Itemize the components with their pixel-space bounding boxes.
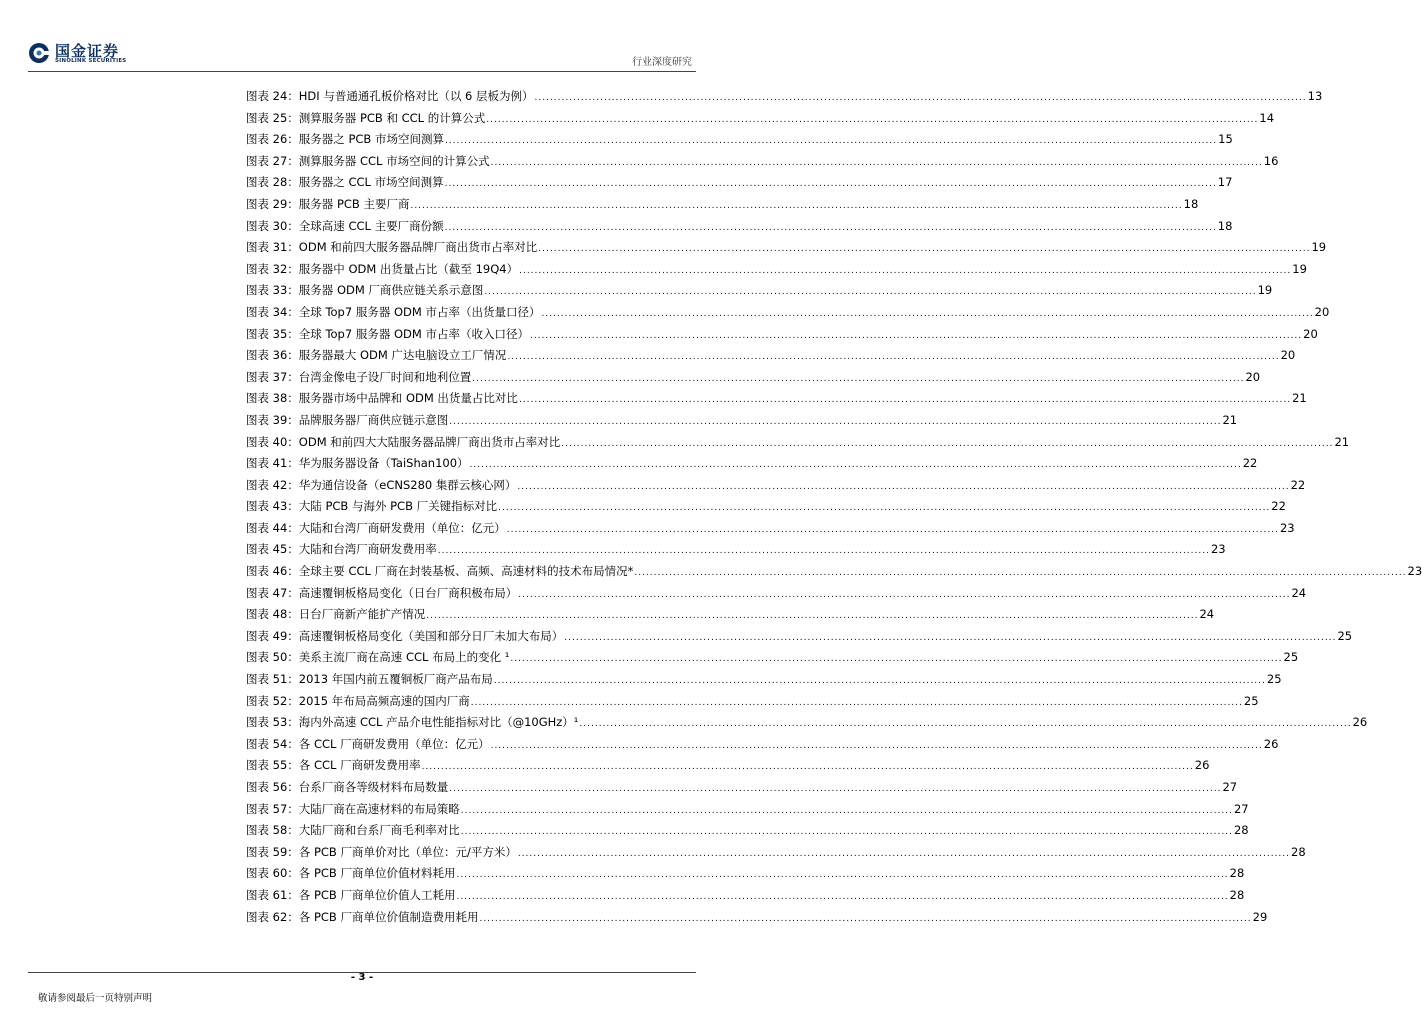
toc-entry-page: 26: [1263, 736, 1279, 751]
toc-entry-title: 图表 55：各 CCL 厂商研发费用率: [246, 758, 421, 773]
toc-entry-page: 23: [1279, 520, 1295, 535]
toc-entry-title: 图表 34：全球 Top7 服务器 ODM 市占率（出货量口径）: [246, 304, 541, 319]
toc-entry-title: 图表 48：日台厂商新产能扩产情况: [246, 607, 426, 622]
toc-entry[interactable]: [246, 647, 1299, 669]
toc-entry-page: 15: [1218, 132, 1233, 147]
toc-leader-dots: ........................................................................................................................................................................................................: [437, 546, 1210, 557]
toc-entry[interactable]: [246, 496, 1286, 518]
toc-leader-dots: ........................................................................................................................................................................................................: [456, 891, 1229, 902]
toc-entry[interactable]: [246, 539, 1226, 561]
toc-entry-title: 图表 24：HDI 与普通通孔板价格对比（以 6 层板为例）: [246, 89, 534, 103]
toc-leader-dots: ........................................................................................................................................................................................................: [493, 676, 1266, 687]
header-divider: [28, 71, 696, 72]
toc-entry[interactable]: [246, 583, 1307, 605]
toc-entry-page: 28: [1229, 887, 1245, 902]
toc-entry-title: 图表 28：服务器之 CCL 市场空间测算: [246, 175, 444, 190]
toc-entry-title: 图表 29：服务器 PCB 主要厂商: [246, 196, 410, 211]
footer-disclaimer: 敬请参阅最后一页特别声明: [38, 993, 153, 1004]
logo-chinese-name: 国金证券: [55, 42, 120, 60]
toc-leader-dots: ........................................................................................................................................................................................................: [490, 740, 1263, 751]
toc-leader-dots: ........................................................................................................................................................................................................: [472, 373, 1245, 384]
toc-entry[interactable]: [246, 691, 1259, 713]
toc-entry-title: 图表 25：测算服务器 PCB 和 CCL 的计算公式: [246, 110, 486, 125]
toc-entry-page: 25: [1266, 672, 1282, 687]
toc-leader-dots: ........................................................................................................................................................................................................: [498, 503, 1271, 514]
toc-entry[interactable]: [246, 734, 1279, 756]
toc-entry-title: 图表 41：华为服务器设备（TaiShan100）: [246, 456, 469, 471]
toc-entry-title: 图表 42：华为通信设备（eCNS280 集群云核心网）: [246, 477, 517, 492]
toc-entry-page: 19: [1292, 261, 1307, 276]
toc-entry-title: 图表 43：大陆 PCB 与海外 PCB 厂关键指标对比: [246, 499, 498, 514]
page-number: - 3 -: [350, 972, 374, 983]
toc-entry-page: 25: [1243, 693, 1259, 708]
toc-leader-dots: ........................................................................................................................................................................................................: [456, 870, 1229, 881]
toc-entry[interactable]: [246, 129, 1233, 151]
toc-leader-dots: ........................................................................................................................................................................................................: [469, 460, 1242, 471]
toc-entry[interactable]: [246, 410, 1238, 432]
toc-entry[interactable]: [246, 885, 1245, 907]
toc-leader-dots: ........................................................................................................................................................................................................: [421, 762, 1194, 773]
toc-entry-page: 21: [1292, 391, 1307, 406]
toc-leader-dots: ........................................................................................................................................................................................................: [517, 481, 1290, 492]
toc-entry-page: 22: [1271, 499, 1286, 514]
toc-entry-title: 图表 39：品牌服务器厂商供应链示意图: [246, 412, 449, 427]
logo-english-name: SINOLINK SECURITIES: [55, 58, 127, 64]
toc-entry-page: 20: [1245, 369, 1261, 384]
toc-entry-page: 17: [1217, 175, 1233, 190]
toc-leader-dots: ........................................................................................................................................................................................................: [460, 805, 1233, 816]
toc-entry[interactable]: [246, 820, 1249, 842]
toc-entry-title: 图表 30：全球高速 CCL 主要厂商份额: [246, 218, 444, 233]
toc-entry-title: 图表 54：各 CCL 厂商研发费用（单位：亿元）: [246, 736, 490, 751]
toc-entry-title: 图表 59：各 PCB 厂商单价对比（单位：元/平方米）: [246, 844, 517, 859]
toc-leader-dots: ........................................................................................................................................................................................................: [564, 632, 1337, 643]
toc-leader-dots: ........................................................................................................................................................................................................: [507, 352, 1280, 363]
toc-leader-dots: ........................................................................................................................................................................................................: [518, 395, 1292, 406]
toc-entry-page: 18: [1217, 218, 1233, 233]
toc-entry-page: 26: [1194, 758, 1210, 773]
toc-entry[interactable]: [246, 345, 1296, 367]
toc-entry-title: 图表 62：各 PCB 厂商单位价值制造费用耗用: [246, 909, 479, 924]
toc-leader-dots: ........................................................................................................................................................................................................: [444, 136, 1218, 147]
toc-leader-dots: ........................................................................................................................................................................................................: [470, 697, 1243, 708]
toc-leader-dots: ........................................................................................................................................................................................................: [517, 848, 1290, 859]
toc-entry-title: 图表 50：美系主流厂商在高速 CCL 布局上的变化 ¹: [246, 650, 510, 665]
toc-entry-title: 图表 44：大陆和台湾厂商研发费用（单位：亿元）: [246, 520, 506, 535]
toc-leader-dots: ........................................................................................................................................................................................................: [510, 654, 1283, 665]
toc-entry[interactable]: [246, 604, 1215, 626]
toc-entry[interactable]: [246, 259, 1307, 281]
toc-entry[interactable]: [246, 280, 1273, 302]
toc-entry-title: 图表 51：2013 年国内前五覆铜板厂商产品布局: [246, 672, 493, 687]
toc-entry[interactable]: [246, 151, 1279, 173]
toc-entry[interactable]: [246, 388, 1307, 410]
toc-entry-title: 图表 46：全球主要 CCL 厂商在封装基板、高频、高速材料的技术布局情况*: [246, 564, 634, 579]
toc-leader-dots: ........................................................................................................................................................................................................: [634, 568, 1407, 579]
toc-entry[interactable]: [246, 777, 1238, 799]
toc-leader-dots: ........................................................................................................................................................................................................: [444, 222, 1217, 233]
toc-entry[interactable]: [246, 302, 1330, 324]
toc-entry-page: 26: [1352, 715, 1368, 730]
toc-leader-dots: ........................................................................................................................................................................................................: [449, 784, 1222, 794]
toc-entry-title: 图表 37：台湾金像电子设厂时间和地利位置: [246, 369, 472, 384]
toc-leader-dots: ........................................................................................................................................................................................................: [490, 157, 1263, 168]
toc-entry[interactable]: [246, 453, 1258, 475]
toc-entry-page: 20: [1303, 326, 1318, 341]
toc-entry-page: 28: [1291, 844, 1306, 859]
toc-entry-page: 13: [1307, 89, 1323, 103]
toc-leader-dots: ........................................................................................................................................................................................................: [538, 244, 1311, 255]
toc-entry-title: 图表 36：服务器最大 ODM 广达电脑设立工厂情况: [246, 348, 507, 363]
toc-entry-title: 图表 57：大陆厂商在高速材料的布局策略: [246, 801, 460, 816]
toc-entry-title: 图表 32：服务器中 ODM 出货量占比（截至 19Q4）: [246, 261, 519, 276]
toc-entry-title: 图表 53：海内外高速 CCL 产品介电性能指标对比（@10GHz）¹: [246, 715, 579, 730]
toc-entry[interactable]: [246, 907, 1268, 929]
toc-entry-page: 20: [1280, 348, 1296, 363]
toc-entry-page: 25: [1337, 628, 1353, 643]
toc-entry[interactable]: [246, 432, 1350, 454]
toc-leader-dots: ........................................................................................................................................................................................................: [506, 524, 1279, 535]
toc-entry-title: 图表 35：全球 Top7 服务器 ODM 市占率（收入口径）: [246, 326, 529, 341]
toc-entry-page: 29: [1252, 909, 1268, 924]
toc-entry[interactable]: [246, 669, 1282, 691]
toc-entry[interactable]: [246, 863, 1245, 885]
toc-entry[interactable]: [246, 216, 1233, 238]
toc-entry[interactable]: [246, 237, 1327, 259]
toc-entry[interactable]: [246, 172, 1233, 194]
toc-entry-page: 28: [1233, 823, 1249, 838]
toc-entry[interactable]: [246, 561, 1422, 583]
toc-entry-page: 16: [1263, 153, 1279, 168]
toc-entry-page: 19: [1311, 240, 1327, 255]
toc-leader-dots: ........................................................................................................................................................................................................: [561, 438, 1334, 449]
toc-entry[interactable]: [246, 108, 1275, 130]
toc-entry-title: 图表 49：高速覆铜板格局变化（美国和部分日厂未加大布局）: [246, 628, 564, 643]
toc-entry-page: 23: [1210, 542, 1226, 557]
toc-entry[interactable]: [246, 799, 1249, 821]
report-type-label: 行业深度研究: [632, 57, 692, 68]
toc-leader-dots: ........................................................................................................................................................................................................: [518, 589, 1291, 600]
toc-entry-page: 20: [1314, 304, 1330, 319]
toc-entry[interactable]: [246, 324, 1318, 346]
toc-entry-title: 图表 45：大陆和台湾厂商研发费用率: [246, 542, 437, 557]
toc-leader-dots: ........................................................................................................................................................................................................: [449, 416, 1222, 427]
toc-entry-title: 图表 33：服务器 ODM 厂商供应链关系示意图: [246, 283, 484, 298]
toc-entry-title: 图表 40：ODM 和前四大大陆服务器品牌厂商出货市占率对比: [246, 434, 561, 449]
toc-entry-page: 22: [1290, 477, 1306, 492]
toc-leader-dots: ........................................................................................................................................................................................................: [534, 93, 1307, 103]
toc-entry-page: 25: [1283, 650, 1299, 665]
toc-entry-page: 28: [1229, 866, 1245, 881]
toc-entry-page: 22: [1242, 456, 1258, 471]
toc-entry[interactable]: [246, 755, 1210, 777]
toc-entry-page: 24: [1291, 585, 1307, 600]
toc-entry[interactable]: [246, 475, 1306, 497]
toc-entry-title: 图表 26：服务器之 PCB 市场空间测算: [246, 132, 444, 147]
toc-entry-title: 图表 61：各 PCB 厂商单位价值人工耗用: [246, 887, 456, 902]
toc-entry-page: 27: [1222, 780, 1238, 794]
toc-entry-page: 24: [1199, 607, 1215, 622]
toc-leader-dots: ........................................................................................................................................................................................................: [479, 913, 1252, 924]
toc-leader-dots: ........................................................................................................................................................................................................: [541, 308, 1314, 319]
toc-entry-title: 图表 38：服务器市场中品牌和 ODM 出货量占比对比: [246, 391, 518, 406]
toc-entry-title: 图表 31：ODM 和前四大服务器品牌厂商出货市占率对比: [246, 240, 538, 255]
toc-leader-dots: ........................................................................................................................................................................................................: [529, 330, 1303, 341]
toc-entry-title: 图表 60：各 PCB 厂商单位价值材料耗用: [246, 866, 456, 881]
toc-leader-dots: ........................................................................................................................................................................................................: [460, 827, 1233, 838]
toc-leader-dots: ........................................................................................................................................................................................................: [410, 200, 1183, 211]
toc-entry-page: 23: [1407, 564, 1422, 579]
toc-leader-dots: ........................................................................................................................................................................................................: [579, 719, 1352, 730]
page-header: [0, 0, 724, 80]
toc-entry-title: 图表 58：大陆厂商和台系厂商毛利率对比: [246, 823, 460, 838]
toc-leader-dots: ........................................................................................................................................................................................................: [519, 265, 1292, 276]
toc-entry-page: 14: [1259, 110, 1275, 125]
toc-entry-page: 18: [1183, 196, 1199, 211]
sinolink-logo-icon: [28, 42, 50, 64]
toc-entry[interactable]: [246, 626, 1353, 648]
toc-entry-title: 图表 52：2015 年布局高频高速的国内厂商: [246, 693, 470, 708]
toc-entry-page: 21: [1222, 412, 1238, 427]
toc-leader-dots: ........................................................................................................................................................................................................: [484, 287, 1257, 298]
toc-entry-page: 21: [1334, 434, 1350, 449]
toc-entry[interactable]: [246, 86, 1323, 108]
toc-leader-dots: ........................................................................................................................................................................................................: [426, 611, 1199, 622]
toc-leader-dots: ........................................................................................................................................................................................................: [486, 114, 1259, 125]
toc-entry-title: 图表 56：台系厂商各等级材料布局数量: [246, 780, 449, 794]
toc-leader-dots: ........................................................................................................................................................................................................: [444, 179, 1217, 190]
toc-entry[interactable]: [246, 712, 1368, 734]
toc-entry-title: 图表 47：高速覆铜板格局变化（日台厂商积极布局）: [246, 585, 518, 600]
table-of-figures: [246, 86, 1422, 928]
toc-entry-page: 19: [1257, 283, 1273, 298]
toc-entry-page: 27: [1233, 801, 1249, 816]
toc-entry[interactable]: [246, 367, 1261, 389]
toc-entry[interactable]: [246, 518, 1295, 540]
toc-entry-title: 图表 27：测算服务器 CCL 市场空间的计算公式: [246, 153, 490, 168]
toc-entry[interactable]: [246, 194, 1199, 216]
toc-entry[interactable]: [246, 842, 1306, 864]
